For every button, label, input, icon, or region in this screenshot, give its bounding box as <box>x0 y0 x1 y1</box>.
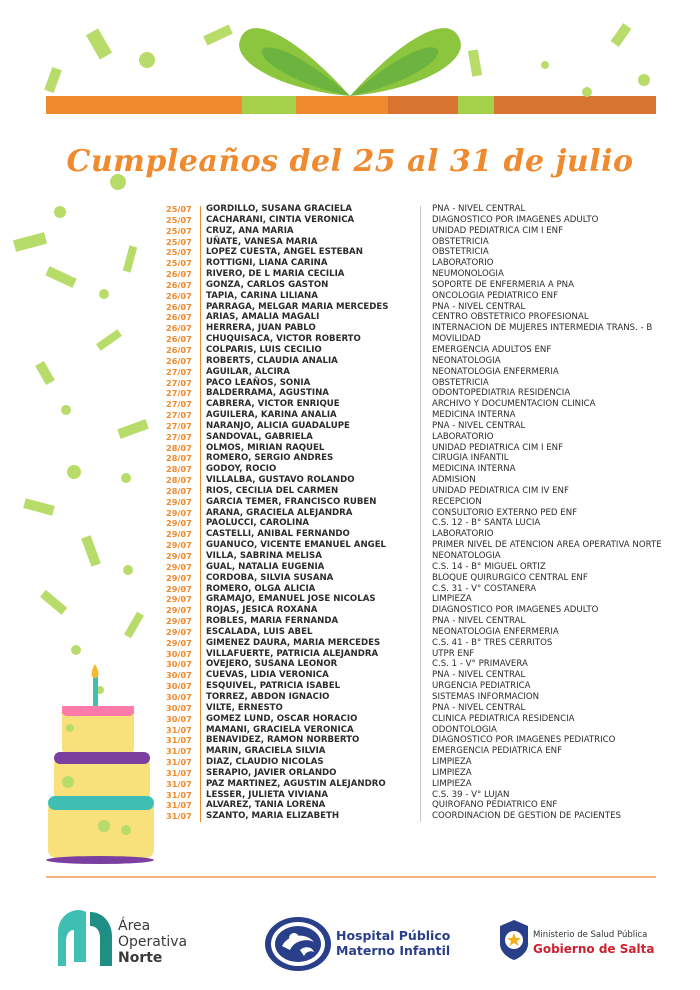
employee-name: ROBERTS, CLAUDIA ANALIA <box>206 355 338 366</box>
employee-name: ESQUIVEL, PATRICIA ISABEL <box>206 681 341 692</box>
employee-service: CIRUGIA INFANTIL <box>432 453 509 464</box>
employee-service: C.S. 14 - B° MIGUEL ORTIZ <box>432 561 546 572</box>
birthday-date: 30/07 <box>166 691 192 702</box>
birthday-date: 30/07 <box>166 681 192 692</box>
employee-name: CUEVAS, LIDIA VERONICA <box>206 670 329 681</box>
employee-name: CRUZ, ANA MARIA <box>206 225 294 236</box>
employee-name: AGUILAR, ALCIRA <box>206 366 290 377</box>
area-operativa-norte-text: Área Operativa Norte <box>118 918 188 966</box>
birthday-date: 25/07 <box>166 214 192 225</box>
birthday-date: 27/07 <box>166 410 192 421</box>
employee-name: CABRERA, VICTOR ENRIQUE <box>206 399 340 410</box>
employee-name: AGUILERA, KARINA ANALIA <box>206 410 337 421</box>
employee-name: HERRERA, JUAN PABLO <box>206 323 316 334</box>
employee-service: LABORATORIO <box>432 529 494 540</box>
employee-service: ADMISION <box>432 475 476 486</box>
employee-name: BENAVIDEZ, RAMON NORBERTO <box>206 735 360 746</box>
employee-name: TORREZ, ABDON IGNACIO <box>206 691 330 702</box>
birthday-date: 31/07 <box>166 800 192 811</box>
birthday-date: 29/07 <box>166 616 192 627</box>
date-divider <box>200 206 201 822</box>
employee-name: COLPARIS, LUIS CECILIO <box>206 344 322 355</box>
employee-name: TAPIA, CARINA LILIANA <box>206 290 318 301</box>
employee-service: SISTEMAS INFORMACION <box>432 691 540 702</box>
hospital-materno-infantil-text: Hospital Público Materno Infantil <box>336 928 451 958</box>
birthday-date: 27/07 <box>166 420 192 431</box>
employee-name: GORDILLO, SUSANA GRACIELA <box>206 204 352 214</box>
employee-service: MEDICINA INTERNA <box>432 464 516 475</box>
employee-name: RIVERO, DE L MARIA CECILIA <box>206 269 345 280</box>
birthday-date: 27/07 <box>166 431 192 442</box>
employee-service: NEUMONOLOGIA <box>432 269 504 280</box>
birthday-date: 31/07 <box>166 789 192 800</box>
birthday-date: 27/07 <box>166 366 192 377</box>
employee-name: GARCIA TEMER, FRANCISCO RUBEN <box>206 496 377 507</box>
birthday-date: 26/07 <box>166 334 192 345</box>
birthday-date: 27/07 <box>166 399 192 410</box>
birthday-date: 29/07 <box>166 594 192 605</box>
employee-service: LIMPIEZA <box>432 594 472 605</box>
employee-name: DIAZ, CLAUDIO NICOLAS <box>206 757 324 768</box>
birthday-date: 25/07 <box>166 247 192 258</box>
employee-service: UTPR ENF <box>432 648 475 659</box>
employee-name: ROMERO, OLGA ALICIA <box>206 583 316 594</box>
employee-name: CASTELLI, ANIBAL FERNANDO <box>206 529 350 540</box>
page-title: Cumpleaños del 25 al 31 de julio <box>66 144 634 179</box>
employee-service: ONCOLOGIA PEDIATRICO ENF <box>432 290 559 301</box>
employee-name: SANDOVAL, GABRIELA <box>206 431 313 442</box>
birthday-date: 28/07 <box>166 442 192 453</box>
employee-name: CHUQUISACA, VICTOR ROBERTO <box>206 334 361 345</box>
employee-name: MAMANI, GRACIELA VERONICA <box>206 724 354 735</box>
birthday-date: 31/07 <box>166 767 192 778</box>
employee-name: NARANJO, ALICIA GUADALUPE <box>206 420 350 431</box>
birthday-date: 29/07 <box>166 572 192 583</box>
employee-name: GUANUCO, VICENTE EMANUEL ANGEL <box>206 540 387 551</box>
employee-service: CLINICA PEDIATRICA RESIDENCIA <box>432 713 575 724</box>
birthday-date: 26/07 <box>166 269 192 280</box>
employee-service: EMERGENCIA PEDIATRICA ENF <box>432 746 563 757</box>
employee-service: CENTRO OBSTETRICO PROFESIONAL <box>432 312 589 323</box>
employee-name: ARANA, GRACIELA ALEJANDRA <box>206 507 353 518</box>
employee-name: OVEJERO, SUSANA LEONOR <box>206 659 338 670</box>
birthday-date: 31/07 <box>166 735 192 746</box>
employee-name: PAZ MARTINEZ, AGUSTIN ALEJANDRO <box>206 778 386 789</box>
employee-service: UNIDAD PEDIATRICA CIM I ENF <box>432 225 564 236</box>
employee-name: GUAL, NATALIA EUGENIA <box>206 561 325 572</box>
employee-name: VILTE, ERNESTO <box>206 702 283 713</box>
birthday-date: 26/07 <box>166 355 192 366</box>
employee-name: ROTTIGNI, LIANA CARINA <box>206 258 328 269</box>
employee-service: C.S. 39 - V° LUJAN <box>432 789 510 800</box>
employee-name: CORDOBA, SILVIA SUSANA <box>206 572 334 583</box>
employee-service: PNA - NIVEL CENTRAL <box>432 420 526 431</box>
birthday-date: 30/07 <box>166 702 192 713</box>
birthday-date: 29/07 <box>166 605 192 616</box>
birthday-date: 29/07 <box>166 496 192 507</box>
employee-service: DIAGNOSTICO POR IMAGENES ADULTO <box>432 214 599 225</box>
birthday-date: 30/07 <box>166 659 192 670</box>
area-operativa-norte-logo-icon <box>54 902 114 968</box>
birthday-date: 31/07 <box>166 811 192 822</box>
employee-service: C.S. 12 - B° SANTA LUCIA <box>432 518 541 529</box>
employee-name: MARIN, GRACIELA SILVIA <box>206 746 326 757</box>
gobierno-de-salta-shield-icon <box>498 918 530 962</box>
birthday-date: 25/07 <box>166 236 192 247</box>
employee-service: PNA - NIVEL CENTRAL <box>432 670 526 681</box>
employee-name: PACO LEAÑOS, SONIA <box>206 377 311 388</box>
employee-name: VILLA, SABRINA MELISA <box>206 551 322 561</box>
birthday-date: 28/07 <box>166 485 192 496</box>
birthday-date: 29/07 <box>166 529 192 540</box>
birthday-date: 29/07 <box>166 518 192 529</box>
birthday-date: 30/07 <box>166 670 192 681</box>
employee-service: PNA - NIVEL CENTRAL <box>432 204 526 214</box>
employee-service: LIMPIEZA <box>432 757 472 768</box>
birthday-date: 25/07 <box>166 225 192 236</box>
birthday-date: 26/07 <box>166 312 192 323</box>
employee-name: PAOLUCCI, CAROLINA <box>206 518 310 529</box>
employee-service: OBSTETRICIA <box>432 236 489 247</box>
employee-service: NEONATOLOGIA ENFERMERIA <box>432 366 559 377</box>
employee-name: LOPEZ CUESTA, ANGEL ESTEBAN <box>206 247 363 258</box>
gift-bow-icon <box>239 28 461 140</box>
employee-service: MOVILIDAD <box>432 334 481 345</box>
employee-name: GODOY, ROCIO <box>206 464 277 475</box>
birthday-date: 26/07 <box>166 279 192 290</box>
employee-name: ESCALADA, LUIS ABEL <box>206 626 313 637</box>
employee-service: SOPORTE DE ENFERMERIA A PNA <box>432 279 574 290</box>
birthday-date: 28/07 <box>166 453 192 464</box>
birthday-date: 28/07 <box>166 464 192 475</box>
birthday-date: 29/07 <box>166 551 192 561</box>
employee-service: PNA - NIVEL CENTRAL <box>432 616 526 627</box>
employee-service: C.S. 41 - B° TRES CERRITOS <box>432 637 553 648</box>
birthday-date: 26/07 <box>166 323 192 334</box>
employee-service: DIAGNOSTICO POR IMAGENES PEDIATRICO <box>432 735 616 746</box>
employee-name: PARRAGA, MELGAR MARIA MERCEDES <box>206 301 389 312</box>
employee-name: VILLAFUERTE, PATRICIA ALEJANDRA <box>206 648 379 659</box>
footer-divider <box>46 876 656 878</box>
employee-service: COORDINACION DE GESTION DE PACIENTES <box>432 811 621 822</box>
birthday-date: 31/07 <box>166 746 192 757</box>
employee-service: RECEPCION <box>432 496 482 507</box>
birthday-date: 31/07 <box>166 778 192 789</box>
birthday-date: 29/07 <box>166 540 192 551</box>
employee-service: OBSTETRICIA <box>432 377 489 388</box>
birthday-date: 26/07 <box>166 344 192 355</box>
employee-service: QUIROFANO PEDIATRICO ENF <box>432 800 558 811</box>
employee-service: UNIDAD PEDIATRICA CIM I ENF <box>432 442 564 453</box>
employee-service: DIAGNOSTICO POR IMAGENES ADULTO <box>432 605 599 616</box>
employee-service: PRIMER NIVEL DE ATENCION AREA OPERATIVA NORTE <box>432 540 662 551</box>
birthday-date: 29/07 <box>166 507 192 518</box>
employee-name: GRAMAJO, EMANUEL JOSE NICOLAS <box>206 594 376 605</box>
employee-service: PNA - NIVEL CENTRAL <box>432 702 526 713</box>
birthday-date: 27/07 <box>166 388 192 399</box>
employee-name: ROJAS, JESICA ROXANA <box>206 605 318 616</box>
employee-service: LABORATORIO <box>432 431 494 442</box>
employee-service: NEONATOLOGIA <box>432 355 501 366</box>
employee-service: INTERNACION DE MUJERES INTERMEDIA TRANS. - B <box>432 323 653 334</box>
birthday-date: 29/07 <box>166 637 192 648</box>
birthday-date: 25/07 <box>166 204 192 214</box>
employee-name: OLMOS, MIRIAN RAQUEL <box>206 442 325 453</box>
employee-service: OBSTETRICIA <box>432 247 489 258</box>
employee-name: VILLALBA, GUSTAVO ROLANDO <box>206 475 355 486</box>
birthday-date: 28/07 <box>166 475 192 486</box>
employee-service: ARCHIVO Y DOCUMENTACION CLINICA <box>432 399 596 410</box>
employee-name: SERAPIO, JAVIER ORLANDO <box>206 767 337 778</box>
employee-name: GONZA, CARLOS GASTON <box>206 279 329 290</box>
employee-name: GIMENEZ DAURA, MARIA MERCEDES <box>206 637 381 648</box>
employee-name: ROBLES, MARIA FERNANDA <box>206 616 339 627</box>
employee-name: GOMEZ LUND, OSCAR HORACIO <box>206 713 358 724</box>
employee-name: RIOS, CECILIA DEL CARMEN <box>206 485 339 496</box>
employee-service: NEONATOLOGIA ENFERMERIA <box>432 626 559 637</box>
employee-service: EMERGENCIA ADULTOS ENF <box>432 344 552 355</box>
employee-service: MEDICINA INTERNA <box>432 410 516 421</box>
employee-service: BLOQUE QUIRURGICO CENTRAL ENF <box>432 572 588 583</box>
birthday-date: 26/07 <box>166 290 192 301</box>
employee-service: LABORATORIO <box>432 258 494 269</box>
employee-service: ODONTOLOGIA <box>432 724 497 735</box>
employee-service: CONSULTORIO EXTERNO PED ENF <box>432 507 578 518</box>
employee-name: LESSER, JULIETA VIVIANA <box>206 789 328 800</box>
birthday-date: 29/07 <box>166 561 192 572</box>
birthday-date: 30/07 <box>166 713 192 724</box>
gobierno-de-salta-text: Ministerio de Salud Pública Gobierno de Salta <box>533 930 655 956</box>
employee-service: LIMPIEZA <box>432 778 472 789</box>
birthday-date: 31/07 <box>166 757 192 768</box>
employee-service: C.S. 1 - V° PRIMAVERA <box>432 659 528 670</box>
employee-service: PNA - NIVEL CENTRAL <box>432 301 526 312</box>
employee-service: C.S. 31 - V° COSTANERA <box>432 583 537 594</box>
hospital-materno-infantil-logo-icon <box>264 916 332 972</box>
employee-service: LIMPIEZA <box>432 767 472 778</box>
birthday-date: 29/07 <box>166 583 192 594</box>
birthday-date: 27/07 <box>166 377 192 388</box>
employee-service: URGENCIA PEDIATRICA <box>432 681 531 692</box>
service-divider <box>420 206 421 822</box>
birthday-date: 30/07 <box>166 648 192 659</box>
employee-name: UÑATE, VANESA MARIA <box>206 236 318 247</box>
birthday-date: 26/07 <box>166 301 192 312</box>
birthday-date: 25/07 <box>166 258 192 269</box>
employee-name: ARIAS, AMALIA MAGALI <box>206 312 320 323</box>
employee-name: CACHARANI, CINTIA VERONICA <box>206 214 355 225</box>
employee-service: NEONATOLOGIA <box>432 551 501 561</box>
employee-name: ALVAREZ, TANIA LORENA <box>206 800 326 811</box>
employee-service: UNIDAD PEDIATRICA CIM IV ENF <box>432 485 569 496</box>
birthday-date: 29/07 <box>166 626 192 637</box>
employee-name: ROMERO, SERGIO ANDRES <box>206 453 334 464</box>
employee-name: BALDERRAMA, AGUSTINA <box>206 388 329 399</box>
employee-service: ODONTOPEDIATRIA RESIDENCIA <box>432 388 571 399</box>
birthday-date: 31/07 <box>166 724 192 735</box>
employee-name: SZANTO, MARIA ELIZABETH <box>206 811 340 822</box>
